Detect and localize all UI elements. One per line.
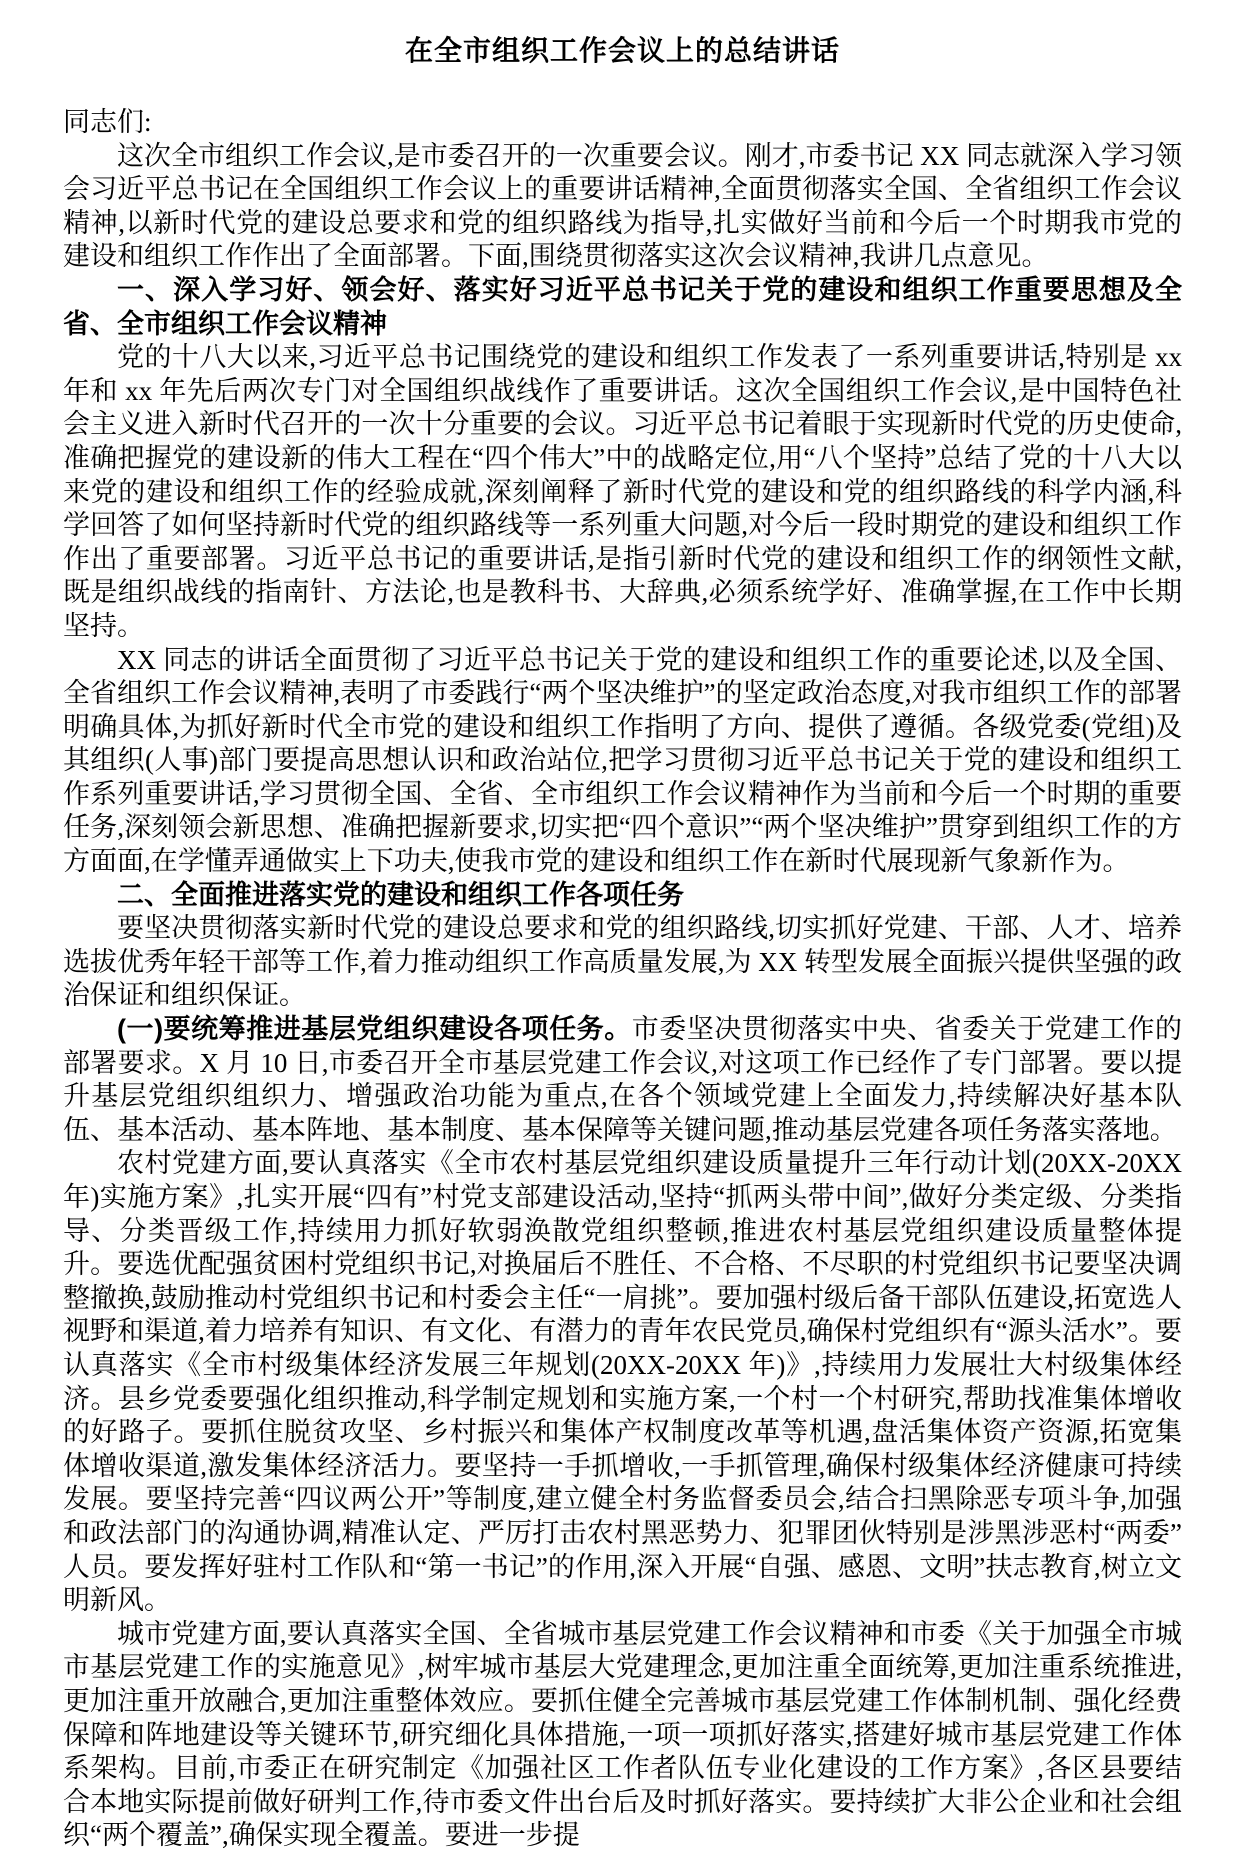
section-heading-2: 二、全面推进落实党的建设和组织工作各项任务 — [117, 879, 684, 910]
paragraph-grassroots-org-lead: (一)要统筹推进基层党组织建设各项任务。 — [117, 1014, 632, 1045]
salutation: 同志们: — [63, 107, 152, 137]
section-heading-1: 一、深入学习好、领会好、落实好习近平总书记关于党的建设和组织工作重要思想及全省、全市组织工作会议精神 — [63, 274, 1182, 339]
paragraph-rural-party-building: 农村党建方面,要认真落实《全市农村基层党组织建设质量提升三年行动计划(20XX-20XX 年)实施方案》,扎实开展“四有”村党支部建设活动,坚持“抓两头带中间”,做好分类定级、分类指导、分类晋级工作,持续用力抓好软弱涣散党组织整顿,推进农村基层党组织建设质量整体提升。要选优配强贫困村党组织书记,对换届后不胜任、不合格、不尽职的村党组织书记要坚决调整撤换,鼓励推动村党组织书记和村委会主任“一肩挑”。要加强村级后备干部队伍建设,拓宽选人视野和渠道,着力培养有知识、有文化、有潜力的青年农民党员,确保村党组织有“源头活水”。要认真落实《全市村级集体经济发展三年规划(20XX-20XX 年)》,持续用力发展壮大村级集体经济。县乡党委要强化组织推动,科学制定规划和实施方案,一个村一个村研究,帮助找准集体增收的好路子。要抓住脱贫攻坚、乡村振兴和集体产权制度改革等机遇,盘活集体资产资源,拓宽集体增收渠道,激发集体经济活力。要坚持一手抓增收,一手抓管理,确保村级集体经济健康可持续发展。要坚持完善“四议两公开”等制度,建立健全村务监督委员会,结合扫黑除恶专项斗争,加强和政法部门的沟通协调,精准认定、严厉打击农村黑恶势力、犯罪团伙特别是涉黑涉恶村“两委”人员。要发挥好驻村工作队和“第一书记”的作用,深入开展“自强、感恩、文明”扶志教育,树立文明新风。 — [63, 1148, 1182, 1616]
paragraph-18th-congress: 党的十八大以来,习近平总书记围绕党的建设和组织工作发表了一系列重要讲话,特别是 xx 年和 xx 年先后两次专门对全国组织战线作了重要讲话。这次全国组织工作会议,是中国特色社会主义进入新时代召开的一次十分重要的会议。习近平总书记着眼于实现新时代党的历史使命,准确把握党的建设新的伟大工程在“四个伟大”中的战略定位,用“八个坚持”总结了党的十八大以来党的建设和组织工作的经验成就,深刻阐释了新时代党的建设和党的组织路线的科学内涵,科学回答了如何坚持新时代党的组织路线等一系列重大问题,对今后一段时期党的建设和组织工作作出了重要部署。习近平总书记的重要讲话,是指引新时代党的建设和组织工作的纲领性文献,既是组织战线的指南针、方法论,也是教科书、大辞典,必须系统学好、准确掌握,在工作中长期坚持。 — [63, 342, 1182, 641]
paragraph-xx-comrade-speech: XX 同志的讲话全面贯彻了习近平总书记关于党的建设和组织工作的重要论述,以及全国、全省组织工作会议精神,表明了市委践行“两个坚决维护”的坚定政治态度,对我市组织工作的部署明确具体,为抓好新时代全市党的建设和组织工作指明了方向、提供了遵循。各级党委(党组)及其组织(人事)部门要提高思想认识和政治站位,把学习贯彻习近平总书记关于党的建设和组织工作系列重要讲话,学习贯彻全国、全省、全市组织工作会议精神作为当前和今后一个时期的重要任务,深刻领会新思想、准确把握新要求,切实把“四个意识”“两个坚决维护”贯穿到组织工作的方方面面,在学懂弄通做实上下功夫,使我市党的建设和组织工作在新时代展现新气象新作为。 — [63, 644, 1182, 877]
paragraph-tasks-overview: 要坚决贯彻落实新时代党的建设总要求和党的组织路线,切实抓好党建、干部、人才、培养选拔优秀年轻干部等工作,着力推动组织工作高质量发展,为 XX 转型发展全面振兴提供坚强的政治保证和组织保证。 — [63, 913, 1182, 1011]
page-title: 在全市组织工作会议上的总结讲话 — [404, 35, 840, 66]
paragraph-urban-party-building: 城市党建方面,要认真落实全国、全省城市基层党建工作会议精神和市委《关于加强全市城市基层党建工作的实施意见》,树牢城市基层大党建理念,更加注重全面统筹,更加注重系统推进,更加注重开放融合,更加注重整体效应。要抓住健全完善城市基层党建工作体制机制、强化经费保障和阵地建设等关键环节,研究细化具体措施,一项一项抓好落实,搭建好城市基层党建工作体系架构。目前,市委正在研究制定《加强社区工作者队伍专业化建设的工作方案》,各区县要结合本地实际提前做好研判工作,待市委文件出台后及时抓好落实。要持续扩大非公企业和社会组织“两个覆盖”,确保实现全覆盖。要进一步提 — [63, 1618, 1182, 1851]
paragraph-grassroots-org-body: 市委坚决贯彻落实中央、省委关于党建工作的部署要求。X 月 10 日,市委召开全市基层党建工作会议,对这项工作已经作了专门部署。要以提升基层党组织组织力、增强政治功能为重点,在各个领域党建上全面发力,持续解决好基本队伍、基本活动、基本阵地、基本制度、基本保障等关键问题,推动基层党建各项任务落实落地。 — [63, 1014, 1183, 1145]
paragraph-intro: 这次全市组织工作会议,是市委召开的一次重要会议。刚才,市委书记 XX 同志就深入学习领会习近平总书记在全国组织工作会议上的重要讲话精神,全面贯彻落实全国、全省组织工作会议精神,以新时代党的建设总要求和党的组织路线为指导,扎实做好当前和今后一个时期我市党的建设和组织工作作出了全面部署。下面,围绕贯彻落实这次会议精神,我讲几点意见。 — [63, 140, 1182, 272]
paragraph-grassroots-org — [63, 1013, 1182, 1147]
